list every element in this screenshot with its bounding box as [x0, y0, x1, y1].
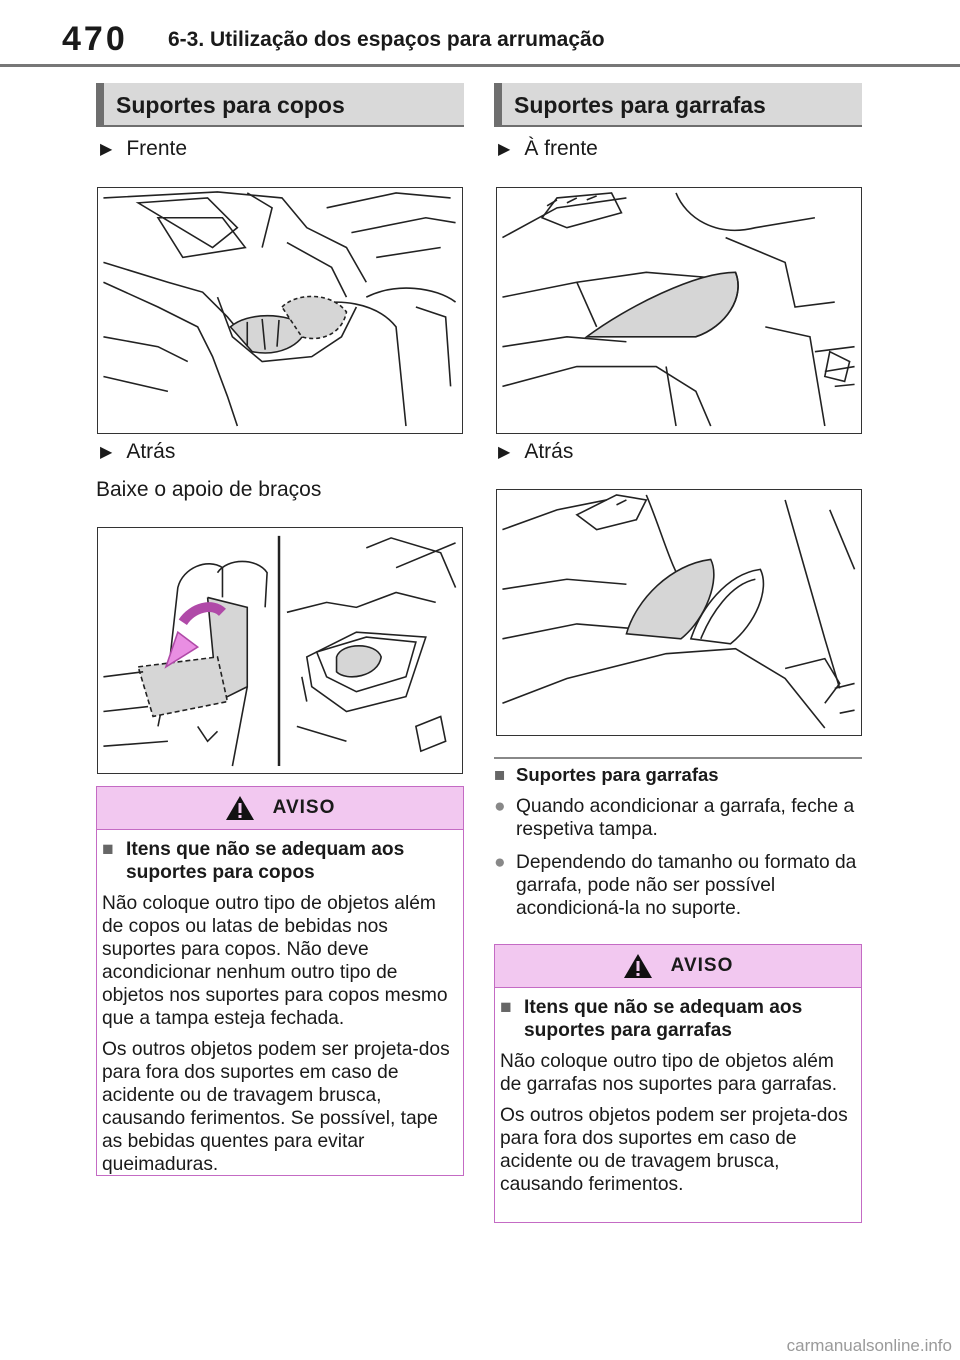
rear-cup-instruction: Baixe o apoio de braços	[96, 478, 322, 501]
triangle-right-icon: ▶	[498, 444, 511, 461]
aviso-cup-holders	[96, 786, 464, 1176]
aviso-title	[102, 838, 451, 884]
section-heading-cup-holders: Suportes para copos	[96, 83, 464, 127]
front-bottle-holder-illustration	[496, 187, 862, 434]
aviso-header	[97, 787, 463, 830]
rear-bottle-holder-illustration	[496, 489, 862, 736]
front-bottle-label-text: À frente	[524, 137, 598, 160]
list-item	[494, 851, 862, 920]
chapter-title: 6-3. Utilização dos espaços para arrumação	[168, 28, 605, 51]
front-cup-holder-illustration	[97, 187, 463, 434]
list-item-text: Quando acondicionar a garrafa, feche a respetiva tampa.	[516, 796, 855, 840]
subsection-title-text: Suportes para garrafas	[516, 764, 719, 785]
rear-cup-label-text: Atrás	[126, 440, 176, 463]
triangle-right-icon: ▶	[100, 444, 113, 461]
triangle-right-icon: ▶	[498, 141, 511, 158]
list-item	[494, 795, 862, 841]
circle-bullet-icon: ●	[494, 852, 506, 873]
subsection-title	[494, 764, 719, 786]
square-bullet-icon: ■	[102, 839, 114, 860]
aviso-paragraph: Os outros objetos podem ser projeta-dos para fora dos suportes em caso de acidente ou de travagem brusca, causando ferimentos. Se possível, tape as bebidas quentes para evitar queimaduras.	[102, 1039, 450, 1175]
header-rule	[0, 64, 960, 67]
circle-bullet-icon: ●	[494, 796, 506, 817]
watermark: carmanualsonline.info	[786, 1336, 952, 1355]
section-heading-bottle-holders: Suportes para garrafas	[494, 83, 862, 127]
aviso-label: AVISO	[272, 797, 336, 818]
aviso-paragraph: Os outros objetos podem ser projeta-dos para fora dos suportes em caso de acidente ou de travagem brusca, causando ferimentos.	[500, 1105, 848, 1195]
aviso-title-text: Itens que não se adequam aos suportes para copos	[126, 839, 405, 883]
list-item-text: Dependendo do tamanho ou formato da garrafa, pode não ser possível acondicioná-la no suporte.	[516, 852, 857, 919]
aviso-title-text: Itens que não se adequam aos suportes para garrafas	[524, 997, 803, 1041]
aviso-paragraph: Não coloque outro tipo de objetos além de garrafas nos suportes para garrafas.	[500, 1051, 838, 1095]
aviso-header	[495, 945, 861, 988]
aviso-bottle-holders	[494, 944, 862, 1223]
aviso-label: AVISO	[670, 955, 734, 976]
square-bullet-icon: ■	[494, 764, 506, 785]
square-bullet-icon: ■	[500, 997, 512, 1018]
rear-cup-holder-illustration	[97, 527, 463, 774]
triangle-right-icon: ▶	[100, 141, 113, 158]
front-bottle-label	[498, 137, 598, 161]
warning-triangle-icon	[225, 795, 255, 821]
warning-triangle-icon	[623, 953, 653, 979]
page-number: 470	[62, 20, 128, 58]
aviso-title	[500, 996, 849, 1042]
rear-bottle-label	[498, 440, 573, 464]
rear-cup-label	[100, 440, 175, 464]
front-cup-label-text: Frente	[126, 137, 188, 160]
rear-bottle-label-text: Atrás	[524, 440, 574, 463]
aviso-paragraph: Não coloque outro tipo de objetos além de copos ou latas de bebidas nos suportes para copos. Não deve acondicionar nenhum outro tipo de objetos nos suportes para copos mesmo que a tampa esteja fechada.	[102, 893, 448, 1029]
front-cup-label	[100, 137, 187, 161]
section-divider	[494, 757, 862, 759]
